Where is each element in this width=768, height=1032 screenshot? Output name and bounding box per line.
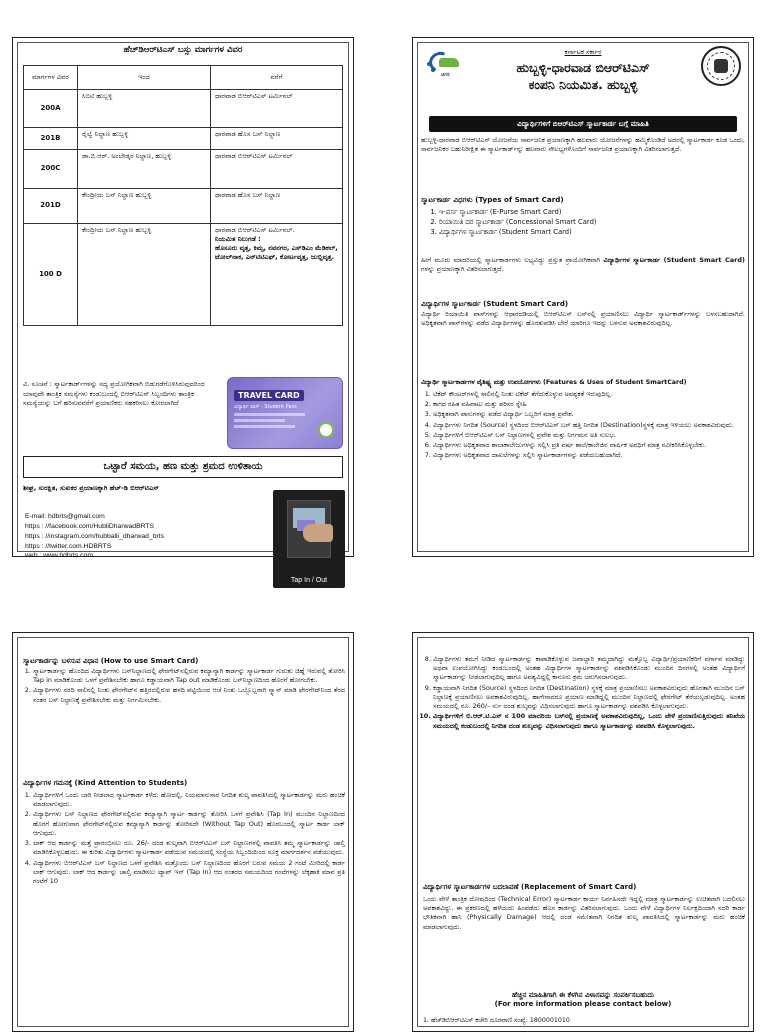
list-item: 10. ವಿದ್ಯಾರ್ಥಿಗಳಿಗೆ ಬಿ.ಆರ್.ಟಿ.ಎಸ್ ನ 100 ಮಾದರಿಯ ಬಸ್‌ನಲ್ಲಿ ಪ್ರಯಾಣಕ್ಕೆ ಅವಕಾಶವಿರುವುದಿಲ್ಲ, ಒಂದು ವೇಳೆ ಪ್ರಯಾಣಿಸುತ್ತಿರುವುದು ತನಿಖೆಯ ಸಮಯದಲ್ಲಿ ಕಂಡುಬಂದಲ್ಲಿ ನಿಗದಿತ ದಂಡ ಶುಲ್ಕವನ್ನು ವಿಧಿಸಲಾಗುವುದು ಹಾಗೂ ಸ್ಮಾರ್ಟಕಾರ್ಡನ್ನು ವಶಪಡಿಸಿ ಕೊಳ್ಳಲಾಗುವುದು. bbox=[433, 712, 745, 730]
list-item: 2. ಕಾಗದ ರಹಿತ ವಹಿವಾಟು ಮತ್ತು ಪರಿಸರ ಸ್ನೇಹಿ bbox=[433, 400, 745, 409]
table-row bbox=[24, 189, 343, 224]
list-item: 1. ಸ್ಮಾರ್ಟಕಾರ್ಡನ್ನು ಹೊಂದಿದ ವಿದ್ಯಾರ್ಥಿಗಳು ಬಸ್‌ನಿಲ್ದಾಣದಲ್ಲಿ ಫೇರಗೇಟ್‌ನಲ್ಲಿರುವ ಕಮ್ಯಾನ್ಯಾಗಿ ಕಾರ್ಡನ್ನು ಸ್ಮಾರ್ಟಕಾರ್ಡ ಗುರುತು ಚಿಹ್ನೆ ಇರುವಲ್ಲಿ ತೋರಿಸಿ Tap in ಮಾಡಿಕೊಂಡು ಒಳಗೆ ಪ್ರವೇಶಿಸಬೇಕು ಹಾಗೂ ಕಡ್ಡಾಯವಾಗಿ Tap out ಮಾಡಿಕೊಂಡು ಬಸ್‌ನಿಲ್ದಾಣದಿಂದ ಹೊರಗೆ ಹೋಗಬೇಕು. bbox=[33, 667, 345, 685]
route-to-with-stops bbox=[211, 224, 343, 326]
kind-attention-heading: ವಿದ್ಯಾರ್ಥಿಗಳ ಗಮನಕ್ಕೆ (Kind Attention to Students) bbox=[23, 779, 188, 787]
list-item: 2. ರಿಯಾಯಿತಿ ದರ ಸ್ಮಾರ್ಟಕಾರ್ಡ (Concessional Smart Card) bbox=[439, 218, 597, 228]
card-decoration bbox=[234, 419, 285, 422]
list-item: 7. ವಿದ್ಯಾರ್ಥಿಗಳು ಅಧಿಕೃತವಾದ ದಾಖಲೆಗಳನ್ನು ಸಲ್ಲಿಸಿ ಸ್ಮಾರ್ಟಕಾರ್ಡಗಳನ್ನು ಪಡೆಯಬಹುದಾಗಿದೆ. bbox=[433, 451, 745, 460]
col-header-to: ವರೆಗೆ bbox=[211, 66, 343, 90]
contact-list bbox=[25, 512, 164, 561]
list-item: 2. ವಿದ್ಯಾರ್ಥಿಗಳು ಬಸ್ ನಿಲ್ದಾಣದ ಫೇರಗೇಟ್‌ನಲ್ಲಿರುವ ಕಮ್ಯಾನ್ಯಾಗಿ ಸ್ಮಾರ್ಟ ಕಾರ್ಡನ್ನು ತೋರಿಸಿ ಒಳಗೆ ಪ್ರವೇಶಿಸಿ (Tap In) ಮುಂದಿನ ನಿಲ್ದಾಣದಿಂದ ಹೊರಗೆ ಹೋಗುವಾಗ ಫೇರಗೇಟ್‌ನಲ್ಲಿರುವ ಕಮ್ಯಾನ್ಯಾಗಿ ಕಾರ್ಡನ್ನು ತೋರಿಸದೇ (Without Tap Out) ಹೊರಬಂದಲ್ಲಿ ಸ್ಮಾರ್ಟ ಕಾರ್ಡ ಲಾಕ್ ಆಗುವುದು. bbox=[33, 810, 345, 838]
more-info-heading bbox=[413, 991, 753, 1010]
company-name-line2: ಕಂಪನಿ ನಿಯಮಿತ. ಹುಬ್ಬಳ್ಳಿ bbox=[528, 76, 638, 92]
route-info-panel bbox=[12, 37, 354, 584]
student-card-body: ವಿದ್ಯಾರ್ಥಿ ರಿಯಾಯಿತಿ ಪಾಸ್‌ಗಳನ್ನು ಆಧಾರದಡಿಯಲ್ಲಿ ಬಿಆರ್‌ಟಿಎಸ್ ಬಸ್‌ನಲ್ಲಿ ಪ್ರಯಾಣಿಸಲು ವಿದ್ಯಾರ್ಥಿ ಸ್ಮಾರ್ಟಕಾರ್ಡ್‌ಗಳನ್ನು ಬಳಸಬಹುದಾಗಿದೆ. ಅಧಿಕೃತವಾಗಿ ಪಾಸ್‌ಗಳನ್ನು ಪಡೆದ ವಿದ್ಯಾರ್ಥಿಗಳನ್ನು ಹೊರತುಪಡಿಸಿ ಬೇರೆ ಯಾರಿಗೂ ಇದನ್ನು ಬಳಸುವ ಅವಕಾಶವಿರುವುದಿಲ್ಲ. bbox=[421, 309, 745, 327]
availability-text-a: ಹೀಗೆ ಮೂರು ಮಾದರಿಯಲ್ಲಿ ಸ್ಮಾರ್ಟಕಾರ್ಡಗಳು ಲಭ್ಯವಿದ್ದು ಪ್ರಸ್ತುತ ಪ್ರಾಯೋಗಿಕವಾಗಿ bbox=[421, 256, 601, 264]
availability-paragraph bbox=[421, 256, 745, 274]
technical-note: ವಿ. ಸೂಚನೆ : ಸ್ಮಾರ್ಟಕಾರ್ಡ್‌ಗಳನ್ನು ಸದ್ಯ ಪ್ರಯೋಗಿಕವಾಗಿ ಬಿಡುಗಡೆಗೊಳಿಸಿರುವುದರಿಂದ ಯಾವುದೇ ತಾಂತ್ರಿಕ ಸಮಸ್ಯೆಗಳು ಕಂಡುಬಂದಲ್ಲಿ ಬಿಆರ್‌ಟಿಎಸ್ ಸಿಬ್ಬಂದಿಗಳು ತಾಂತ್ರಿಕ ಸಮಸ್ಯೆಯನ್ನು ಬಗೆ ಹರಿಸುವವರೆಗೆ ಪ್ರಯಾಣಿಕರು ಸಹಕರಿಸಲು ಕೋರಲಾಗಿದೆ bbox=[23, 380, 205, 408]
stops-label: ನಿಯಮಿತ ನಿಲುಗಡೆ : bbox=[215, 234, 261, 243]
routes-header-row bbox=[24, 66, 343, 90]
usage-panel bbox=[12, 632, 354, 1032]
student-card-section bbox=[421, 300, 745, 328]
card-logo-icon bbox=[318, 422, 334, 438]
more-info-line3: 1. ಹೆಚ್‌ಡಿಬಿಆರ್‌ಟಿಎಸ್ ಕಚೇರಿ ದೂರವಾಣಿ ಸಂಖ್ಯೆ: 1800001010 bbox=[423, 1017, 570, 1024]
student-card-heading: ವಿದ್ಯಾರ್ಥಿಗಳ ಸ್ಮಾರ್ಟಕಾರ್ಡ (Student Smart Card) bbox=[421, 300, 569, 308]
route-to: ಧಾರವಾಡ ಬಿಆರ್‌ಟಿಎಸ್ ಟರ್ಮಿನಲ್ bbox=[211, 150, 343, 189]
route-from: ಕೇಂದ್ರೀಯ ಬಸ್ ನಿಲ್ದಾಣ ಹುಬ್ಬಳ್ಳಿ bbox=[78, 224, 211, 326]
kind-attention-list bbox=[33, 791, 345, 887]
how-to-heading: ಸ್ಮಾರ್ಟಕಾರ್ಡನ್ನು ಬಳಸುವ ವಿಧಾನ (How to use Smart Card) bbox=[23, 657, 199, 665]
route-number: 200C bbox=[24, 150, 78, 189]
types-list bbox=[439, 208, 597, 238]
list-item: 1. ಟಿಕೆಟ್ ಕೌಂಟರ್‌ಗಳಲ್ಲಿ ಸಾಲಿನಲ್ಲಿ ನಿಂತು ಟಿಕೆಟ್ ತೆಗೆದುಕೊಳ್ಳುವ ಅವಶ್ಯಕತೆ ಇರುವುದಿಲ್ಲ. bbox=[433, 390, 745, 399]
route-from: ಕೇಂದ್ರೀಯ ಬಸ್ ನಿಲ್ದಾಣ ಹುಬ್ಬಳ್ಳಿ bbox=[78, 189, 211, 224]
card-decoration bbox=[234, 425, 295, 428]
features-heading: ವಿದ್ಯಾರ್ಥಿ ಸ್ಮಾರ್ಟಕಾರ್ಡಗಳ ವೈಶಿಷ್ಟ್ಯ ಮತ್ತು ಉಪಯೋಗಗಳು (Features & Uses of Student SmartCard) bbox=[421, 379, 687, 386]
route-number: 100 D bbox=[24, 224, 78, 326]
availability-text-c: ಗಳನ್ನು ಪ್ರಯಾಣಕ್ಕಾಗಿ ವಿತರಿಸಲಾಗುತ್ತದೆ. bbox=[421, 265, 504, 274]
list-item: 3. ಲಾಕ್ ಆದ ಕಾರ್ಡನ್ನು ಮತ್ತೆ ಪ್ರಾರಂಭಿಸಲು ರೂ. 26/- ದಂಡ ಶುಲ್ಕವಾಗಿ ಬಿಆರ್‌ಟಿಎಸ್ ಬಸ್ ನಿಲ್ದಾಣಗಳಲ್ಲಿ ಪಾವತಿಸಿ ತಮ್ಮ ಸ್ಮಾರ್ಟಕಾರ್ಡನ್ನು ಚಾಲ್ತಿ ಮಾಡಿಸಿಕೊಳ್ಳಬಹುದು. ಈ ಕುರಿತು ವಿದ್ಯಾರ್ಥಿಗಳು ಸ್ಮಾರ್ಟಕಾರ್ಡ ಪಡೆಯುವ ಸಮಯದಲ್ಲಿ ಸಂಸ್ಥೆಯ ಸಿಬ್ಬಂದಿಯಿಂದ ಸೂಕ್ತ ಮಾರ್ಗದರ್ಶನ ಪಡೆಯುವುದು. bbox=[33, 839, 345, 857]
route-from: ರೈಲ್ವೆ ನಿಲ್ದಾಣ ಹುಬ್ಬಳ್ಳಿ bbox=[78, 128, 211, 150]
smart-card-info-panel bbox=[412, 37, 754, 557]
route-from: ಸಿಬಿಟಿ ಹುಬ್ಬಳ್ಳಿ bbox=[78, 90, 211, 128]
rules-list bbox=[433, 655, 745, 732]
types-heading: ಸ್ಮಾರ್ಟಕಾರ್ಡ ವಿಧಗಳು (Types of Smart Card) bbox=[421, 195, 564, 204]
list-item: 6. ವಿದ್ಯಾರ್ಥಿಗಳು ಅಧಿಕೃತವಾದ ಶಾಲಾಕಾಲೇಜುಗಳನ್ನು ಸಲ್ಲಿಸಿ ಪ್ರತಿ ವರ್ಷ ಶಾಲೆ/ಕಾಲೇಜಿನ ವಾರ್ಷಿಕ ಅವಧಿಗೆ ಮಾತ್ರ ನವೀಕರಿಸಿಕೊಳ್ಳಬೇಕು. bbox=[433, 441, 745, 450]
slogan-box: ಒಟ್ಟಾರೆ ಸಮಯ, ಹಣ ಮತ್ತು ಶ್ರಮದ ಉಳಿತಾಯ bbox=[23, 456, 343, 478]
more-info-line2: (For more information please contact below) bbox=[494, 1000, 672, 1009]
table-row bbox=[24, 128, 343, 150]
how-to-list bbox=[33, 667, 345, 706]
replacement-heading: ವಿದ್ಯಾರ್ಥಿಗಳ ಸ್ಮಾರ್ಟಕಾರ್ಡಗಳ ಬದಲಾವಣೆ (Replacement of Smart Card) bbox=[423, 883, 637, 891]
list-item: 1. ವಿದ್ಯಾರ್ಥಿಗಳಿಗೆ ಒಂದು ಬಾರಿ ನೀಡಲಾದ ಸ್ಮಾರ್ಟಕಾರ್ಡ ಕಳೆದು ಹೋದಲ್ಲಿ, ನಿಯಮಾನುಸಾರ ನಿಗದಿತ ಶುಲ್ಕ ಪಾವತಿಸಿದಲ್ಲಿ ಸ್ಮಾರ್ಟಕಾರ್ಡನ್ನು ಮರು ಹಂಚಿಕೆ ಮಾಡಲಾಗುವುದು. bbox=[33, 791, 345, 809]
features-list bbox=[433, 390, 745, 462]
col-header-route: ಮಾರ್ಗಗಳ ವಿವರ bbox=[24, 66, 78, 90]
more-info-line1: ಹೆಚ್ಚಿನ ಮಾಹಿತಿಗಾಗಿ ಈ ಕೆಳಗಿನ ವಿಳಾಸವನ್ನು ಸಂಪರ್ಕಿಸಬಹುದು bbox=[512, 991, 654, 999]
list-item: 5. ವಿದ್ಯಾರ್ಥಿಗಳಿಗೆ ಬಿಆರ್‌ಟಿಎಸ್ ಬಸ್ ನಿಲ್ದಾಣಗಳಲ್ಲಿ ಪ್ರವೇಶ ಮತ್ತು ನಿರ್ಗಮನ ಅತಿ ಸುಲಭ. bbox=[433, 431, 745, 440]
route-number: 201B bbox=[24, 128, 78, 150]
tap-caption: Tap In / Out bbox=[290, 577, 328, 584]
col-header-from: ಇಂದ bbox=[78, 66, 211, 90]
list-item: 4. ವಿದ್ಯಾರ್ಥಿಗಳು ಬಿಆರ್‌ಟಿಎಸ್ ಬಸ್ ನಿಲ್ದಾಣದ ಒಳಗೆ ಪ್ರವೇಶಿಸಿ ಮತ್ತೊಂದು ಬಸ್ ನಿಲ್ದಾಣದಿಂದ ಹೊರಗೆ ಬರುವ ಸಮಯ 2 ಗಂಟೆ ಮೀರಿದಲ್ಲಿ ಕಾರ್ಡ ಲಾಕ್ ಆಗುವುದು. ಲಾಕ್ ಆದ ಕಾರ್ಡನ್ನು ಚಾಲ್ತಿ ಮಾಡಿಸಲು ಟ್ಯಾಪ್ ಇನ್ (Tap In) ಆದ ನಂತರದ ಸಮಯದಿಂದ ಗಂಟೆಗಳನ್ನು ಲೆಕ್ಕಹಾಕಿ ಮಾವ ಪ್ರತಿ ಗಂಟೆಗೆ 10 bbox=[33, 859, 345, 887]
rules-panel bbox=[412, 632, 754, 1032]
info-banner: ವಿದ್ಯಾರ್ಥಿಗಳಿಗೆ ಬಿಆರ್‌ಟಿಎಸ್ ಸ್ಮಾರ್ಟಕಾರ್ಡ ಬಗ್ಗೆ ಮಾಹಿತಿ bbox=[429, 116, 737, 132]
routes-title: ಹೆಚ್‌ಡಿಆರ್‌ಟಿಎಸ್ ಬಸ್ಸು ಮಾರ್ಗಗಳ ವಿವರ bbox=[123, 45, 243, 55]
travel-card-subtitle: ವಿದ್ಯಾರ್ಥಿ ಪಾಸ್ · Student Pass bbox=[234, 404, 297, 410]
list-item: 3. ವಿದ್ಯಾರ್ಥಿಗಳ ಸ್ಮಾರ್ಟಕಾರ್ಡ (Student Smart Card) bbox=[439, 228, 597, 238]
route-to: ಧಾರವಾಡ ಬಿಆರ್‌ಟಿಎಸ್ ಟರ್ಮಿನಲ್. bbox=[215, 226, 295, 234]
list-item: 2. ವಿದ್ಯಾರ್ಥಿಗಳು ಸರದಿ ಸಾಲಿನಲ್ಲಿ ನಿಂತು ಫೇರಗೇಟ್‌ನ ಹತ್ತಿರದಲ್ಲಿರುವ ಹಳದಿ ಪಟ್ಟಿಯಿಂದ ಆಚೆ ನಿಂತು ಒಬ್ಬೊಬ್ಬರಾಗಿ ಸ್ಕ್ಯಾನ್ ಮಾಡಿ ಫೇರಗೇಟ್‌ನಿಂದ ತೆರದ ನಂತರ ಬಸ್ ನಿಲ್ದಾಣಕ್ಕೆ ಪ್ರವೇಶಿಸಬೇಕು ಮತ್ತು ನಿರ್ಗಮಿಸಬೇಕು. bbox=[33, 686, 345, 704]
company-name bbox=[413, 60, 753, 94]
logo-text: ಚಿಗರಿ bbox=[441, 72, 450, 78]
tagline: ಶೀಘ್ರ, ಸುರಕ್ಷಿತ, ಸುಖಕರ ಪ್ರಯಾಣಕ್ಕಾಗಿ ಹೆಚ್-ಡಿ ಬಿಆರ್‌ಟಿಎಸ್ bbox=[23, 484, 159, 492]
route-number: 201D bbox=[24, 189, 78, 224]
contact-email[interactable]: E-mail: hdbrts@gmail.com bbox=[25, 513, 105, 520]
list-item: 9. ಕಡ್ಡಾಯವಾಗಿ ನಿಗದಿತ (Source) ಸ್ಥಳದಿಂದ ನಿಗದಿತ (Destination) ಸ್ಥಳಕ್ಕೆ ಮಾತ್ರ ಪ್ರಯಾಣಿಸಲು ಅವಕಾಶವಿರುವುದು ಹೊರತಾಗಿ ಮುಂದಿನ ಬಸ್ ನಿಲ್ದಾಣಕ್ಕೆ ಪ್ರಯಾಣಿಸಲು ಅವಕಾಶವಿರುವುದಿಲ್ಲ. ಹಾಗೇನಾದರೂ ಪ್ರಯಾಣ ಮಾಡಿದ್ದಲ್ಲಿ ಮುಂದಿನ ನಿಲ್ದಾಣದಲ್ಲಿ ಫೇರಗೇಟ್ ತೆರೆಯಲ್ಪಡುವುದಿಲ್ಲ. ಅಂತಹ ಸಮಯದಲ್ಲಿ ರೂ. 260/– ರ್ನು ದಂಡ ಶುಲ್ಕವನ್ನು ವಿಧಿಸಲಾಗುವುದು ಹಾಗೂ ಸ್ಮಾರ್ಟಕಾರ್ಡನ್ನು ವಶಪಡಿಸಿ ಕೊಳ್ಳಲಾಗುವುದು. bbox=[433, 684, 745, 712]
list-item: 8. ವಿದ್ಯಾರ್ಥಿಗಳು ತಮಗೆ ನೀಡಿದ ಸ್ಮಾರ್ಟಕಾರ್ಡನ್ನು ಕಾಪಾಡಿಕೊಳ್ಳುವ ಜವಾಬ್ದಾರಿ ತಮ್ಮದಾಗಿದ್ದು ಮತ್ತೊಬ್ಬ ವಿದ್ಯಾರ್ಥಿ/ಪ್ರಯಾಣಿಕರಿಗೆ ವರ್ಗಾವ ಮಾಡಿದ್ದು ಅಥವಾ ಉಪಯೋಗಿಸಿದ್ದು ಕಂಡುಬಂದಲ್ಲಿ ಅಂತಹ ವಿದ್ಯಾರ್ಥಿಗಳ ಸ್ಮಾರ್ಟಕಾರ್ಡನ್ನು ವಶಪಡಿಸಿಕೊಂಡು ಮುಂದಿನ ದಿನಗಳಲ್ಲಿ ಅಂತಹ ವಿದ್ಯಾರ್ಥಿಗೆ ಸ್ಮಾರ್ಟಕಾರ್ಡನ್ನು ನೀಡಲಾಗುವುದಿಲ್ಲ ಹಾಗೂ ಅವಶ್ಯವಿದ್ದಲ್ಲಿ ಕಾನೂನು ಕ್ರಮ ಜರುಗಿಸಲಾಗುವುದು. bbox=[433, 655, 745, 683]
stops-list: ಹೊಸೂರು ವೃತ್ತ, ಕಿಮ್ಸ, ನವನಗರ, ಎಸ್‌ಡಿಎಂ ಮೆಡಿಕಲ್, ಟೋಲ್‌ನಾಕ, ಎನ್‌ಟಿಟಿಎಫ್, ಕೋರ್ಟವೃತ್ತ, ಜುಬ್ಲಿವೃತ್ತ. bbox=[215, 243, 338, 261]
table-row bbox=[24, 224, 343, 326]
card-decoration bbox=[234, 413, 305, 416]
route-to: ಧಾರವಾಡ ಬಿಆರ್‌ಟಿಎಸ್ ಟರ್ಮಿನಲ್ bbox=[211, 90, 343, 128]
route-number: 200A bbox=[24, 90, 78, 128]
route-from: ಡಾ.ಬಿ.ಆರ್. ಅಂಬೇಡ್ಕರ ನಿಲ್ದಾಣ, ಹುಬ್ಬಳ್ಳಿ bbox=[78, 150, 211, 189]
availability-text-b: ವಿದ್ಯಾರ್ಥಿಗಳ ಸ್ಮಾರ್ಟಕಾರ್ಡ (Student Smart Card) bbox=[603, 256, 746, 264]
contact-instagram[interactable]: https : //instagram.com/hubballi_dharwad_brts bbox=[25, 532, 165, 540]
list-item: 4. ವಿದ್ಯಾರ್ಥಿಗಳು ನಿಗದಿತ (Source) ಸ್ಥಳದಿಂದ ಬಿಆರ್‌ಟಿಎಸ್ ಬಸ್ ಹತ್ತಿ ನಿಗದಿತ (Destination)ಸ್ಥಳಕ್ಕೆ ಮಾತ್ರ ಇಳಿಯಲು ಅವಕಾಶವಿರುವುದು. bbox=[433, 421, 745, 430]
intro-paragraph: ಹುಬ್ಬಳ್ಳಿ-ಧಾರವಾಡ ಬಿಆರ್‌ಟಿಎಸ್ ಯೋಜನೆಯ ಸಾರ್ವಜನಿಕ ಪ್ರಯಾಣಕ್ಕಾಗಿ ಹಲವಾರು ಯೋಜನೆಗಳನ್ನು ಹಮ್ಮಿಕೊಂಡಿದೆ ಅದರಲ್ಲಿ ಸ್ಮಾರ್ಟಕಾರ್ಡ ಕೂಡ ಒಂದು, ಸಾರ್ವಜನಿಕರ ಬಹುನಿರೀಕ್ಷಿತ ಈ ಸ್ಮಾರ್ಟಕಾರ್ಡ್‌ನ್ನು ಹಲವಾರು ಸೌಲಭ್ಯಗಳೊಂದಿಗೆ ಸಾರ್ವಜನಿಕ ಪ್ರಯಾಣಕ್ಕಾಗಿ ವಿತರಿಸಲಾಗುತ್ತದೆ. bbox=[421, 136, 745, 154]
contact-twitter[interactable]: https : //twitter.com.HDBRTS bbox=[25, 542, 112, 550]
company-name-line1: ಹುಬ್ಬಳ್ಳಿ-ಧಾರವಾಡ ಬಿಆರ್‌ಟಿಎಸ್ bbox=[516, 60, 650, 75]
replacement-body: ಒಂದು ವೇಳೆ ತಾಂತ್ರಿಕ ದೋಷದಿಂದ (Technical Error) ಸ್ಮಾರ್ಟಕಾರ್ಡ ಕಾರ್ಯ ನಿರ್ವಹಿಸದೇ ಇದ್ದಲ್ಲಿ ಮಾತ್ರ ಸ್ಮಾರ್ಟಕಾರ್ಡನ್ನು ಉಚಿತವಾಗಿ ಬದಲಿಸಲು ಅವಕಾಶವಿದ್ದು, ಈ ಪ್ರಕರಣದಲ್ಲಿ ಹಳೆಯದು ಹಿಂಪಡೆದು ಹೊಸ ಕಾರ್ಡನ್ನು ವಿತರಿಸಲಾಗುವುದು. ಒಂದು ವೇಳೆ ವಿದ್ಯಾರ್ಥಿಗಳ ನಿರ್ಲಕ್ಷದಿಂದಾಗಿ ಸದರಿ ಕಾರ್ಡ ಭೌತಿಕವಾಗಿ ಹಾನಿ (Physically Damage) ಆದಲ್ಲಿ ದಂಡ ಸಮೇತವಾಗಿ ನಿಗದಿತ ಶುಲ್ಕ ಪಾವತಿಸಿದಲ್ಲಿ ಸ್ಮಾರ್ಟಕಾರ್ಡನ್ನು ಮರು ಹಂಚಿಕೆ ಮಾಡಲಾಗುವುದು. bbox=[423, 895, 746, 931]
tap-in-photo bbox=[273, 490, 345, 588]
table-row bbox=[24, 150, 343, 189]
contact-website[interactable]: web : www.hdbrts.com bbox=[25, 552, 93, 560]
hand-shape bbox=[303, 524, 333, 542]
travel-card-title: TRAVEL CARD bbox=[234, 390, 304, 401]
route-to: ಧಾರವಾಡ ಹೊಸ ಬಸ್ ನಿಲ್ದಾಣ bbox=[211, 189, 343, 224]
routes-table bbox=[23, 65, 343, 326]
table-row bbox=[24, 90, 343, 128]
list-item: 1. ಇ-ಪರ್ಸ ಸ್ಮಾರ್ಟಕಾರ್ಡ (E-Purse Smart Card) bbox=[439, 208, 597, 218]
list-item: 3. ಅಧಿಕೃತವಾಗಿ ಪಾಸುಗಳನ್ನು ಪಡೆದ ವಿದ್ಯಾರ್ಥಿ ಒಬ್ಬರಿಗೆ ಮಾತ್ರ ಪ್ರವೇಶ. bbox=[433, 410, 745, 419]
contact-facebook[interactable]: https : //facebook.com/HubliDharwadBRTS bbox=[25, 522, 155, 530]
government-line: ಕರ್ನಾಟಕ ಸರ್ಕಾರ bbox=[564, 48, 602, 56]
route-to: ಧಾರವಾಡ ಹೊಸ ಬಸ್ ನಿಲ್ದಾಣ bbox=[211, 128, 343, 150]
travel-card-image bbox=[227, 377, 343, 449]
